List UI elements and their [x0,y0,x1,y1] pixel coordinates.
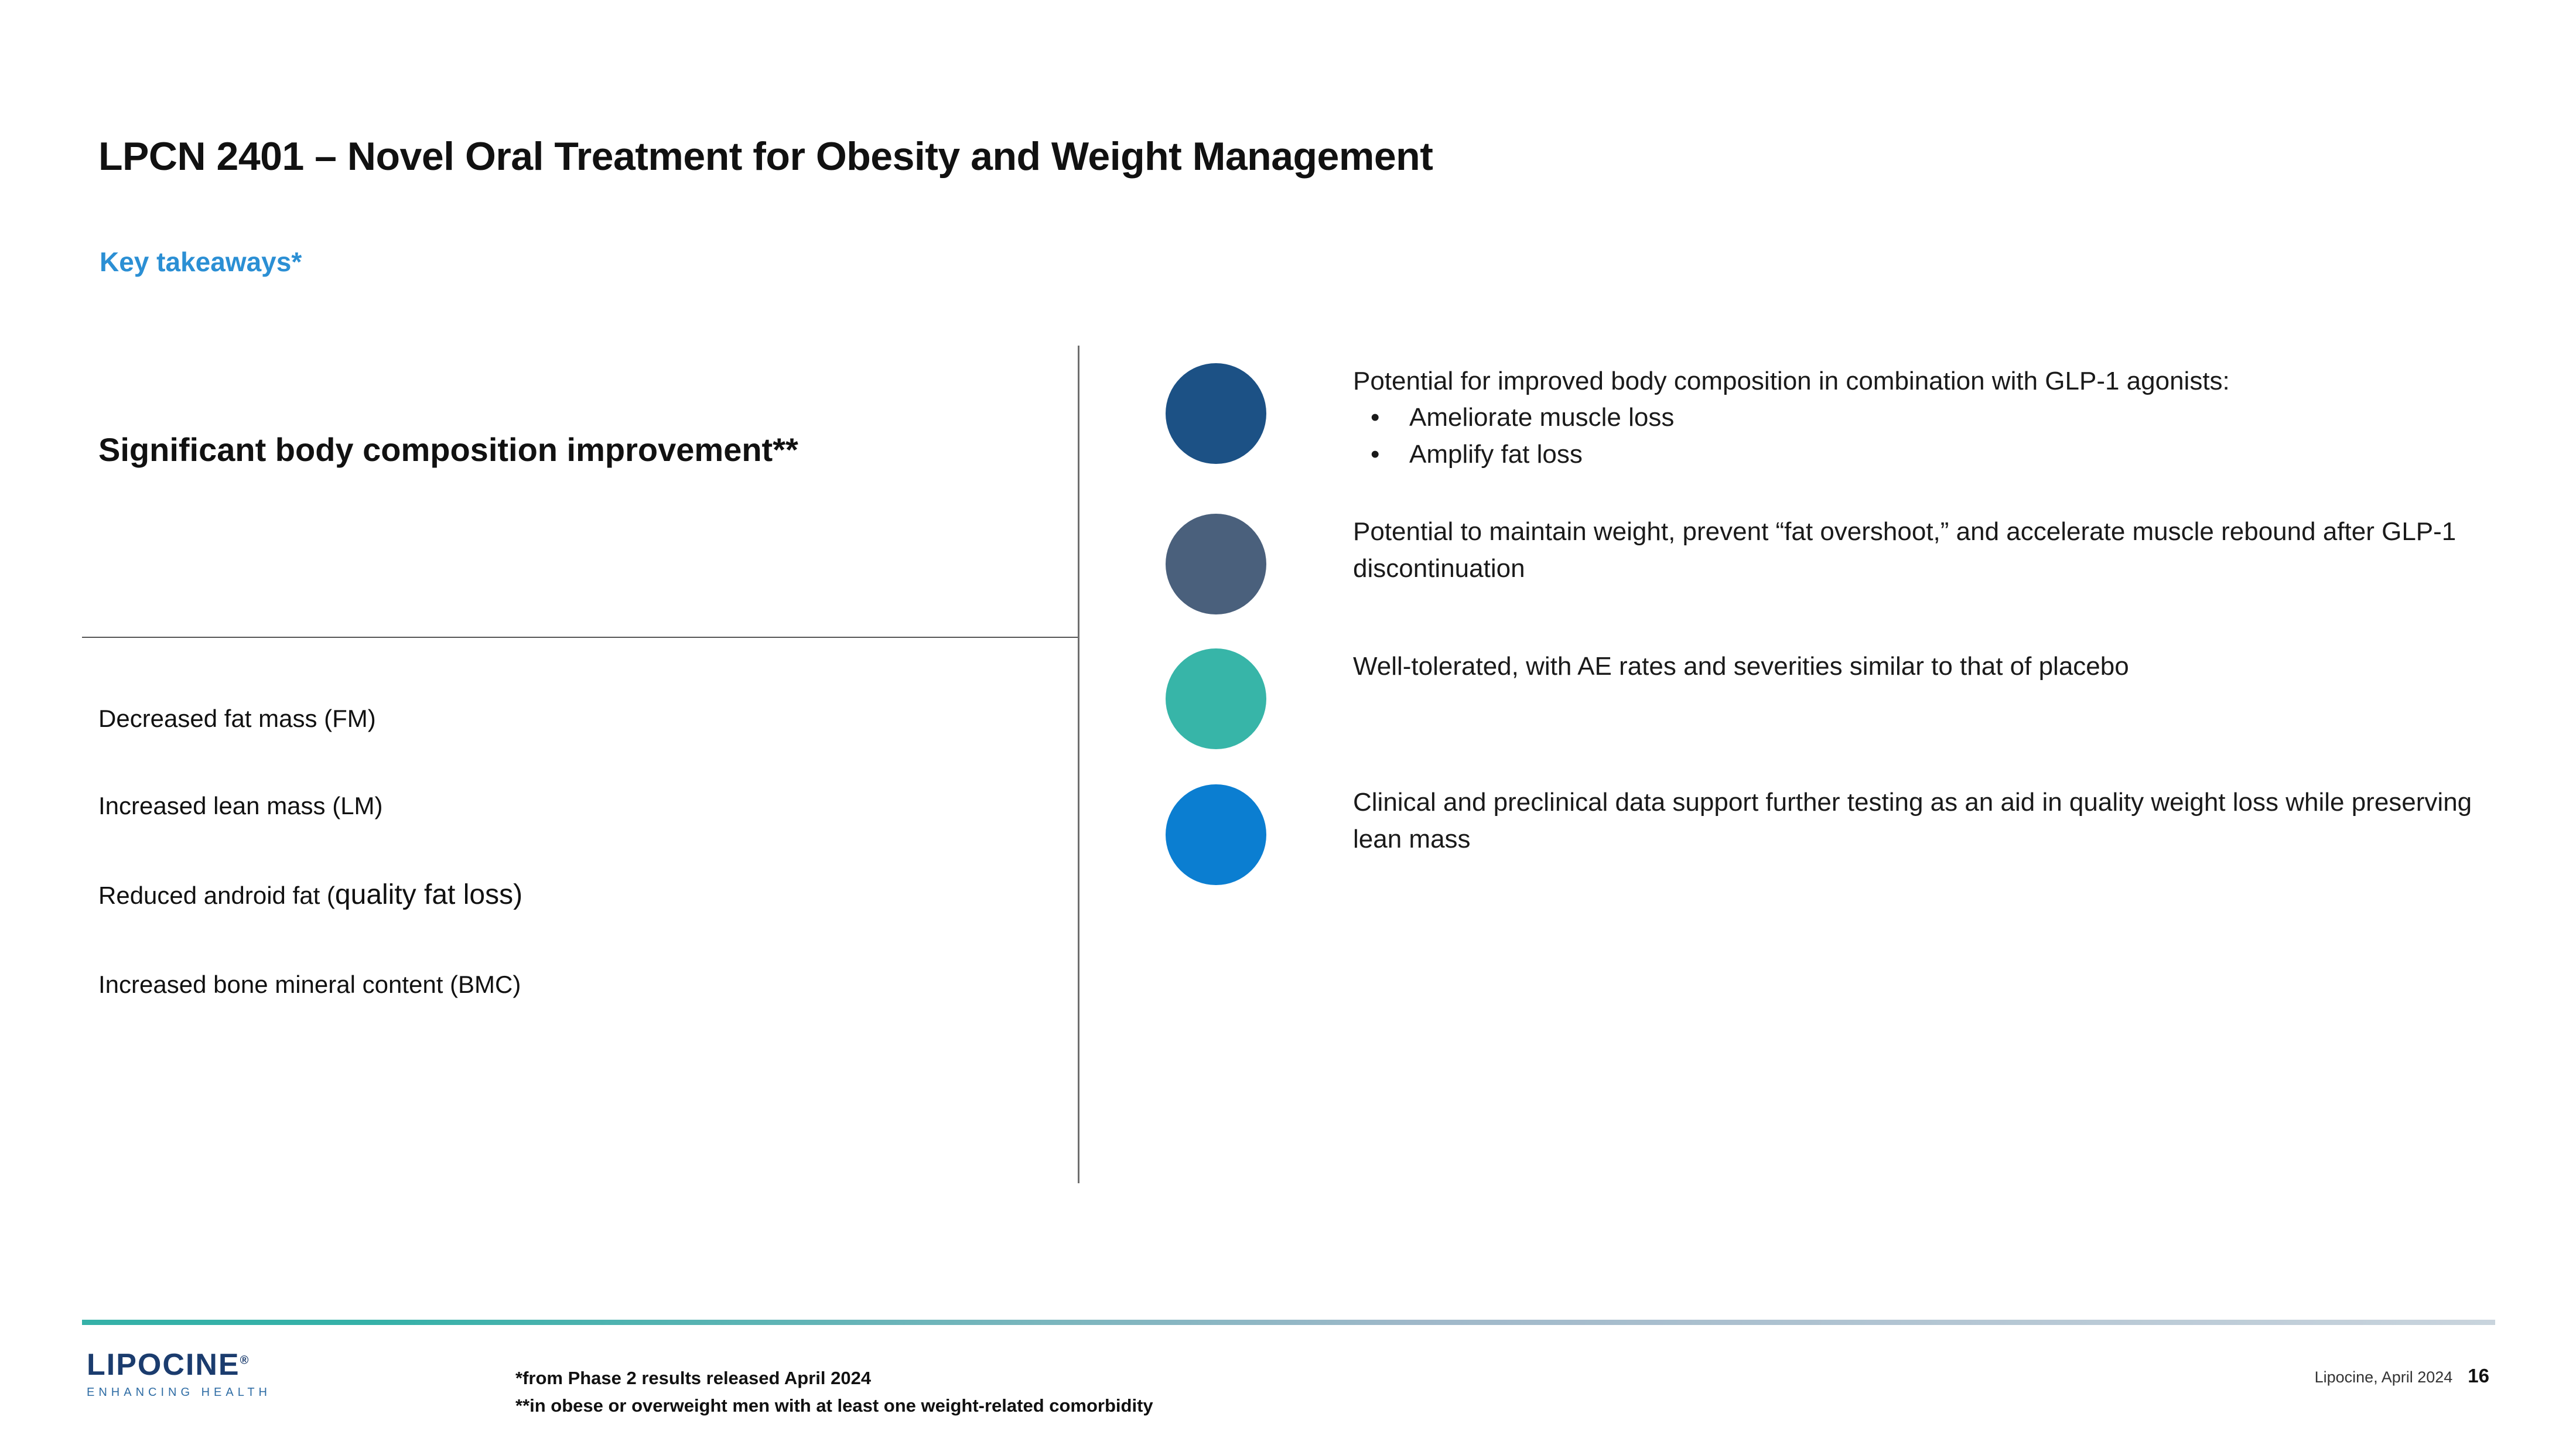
footnote-2: **in obese or overweight men with at least one weight-related comorbidity [515,1395,1153,1416]
takeaway-text: Potential for improved body composition in combination with GLP-1 agonists: [1353,367,2230,395]
takeaway-item [1166,784,2524,885]
list-item [98,790,1082,822]
footer-source: Lipocine, April 2024 [2314,1368,2453,1386]
takeaway-text: Potential to maintain weight, prevent “fat overshoot,” and accelerate muscle rebound after GLP-1 discontinuation [1353,517,2457,583]
right-column [1166,363,2524,885]
left-column [98,428,1071,472]
list-item-label: Increased bone mineral content (BMC) [98,970,521,998]
takeaway-text: Well-tolerated, with AE rates and severities similar to that of placebo [1353,652,2129,681]
page-number: 16 [2468,1365,2489,1386]
bullet-dot-icon [1166,363,1266,464]
bullet-dot-icon [1166,648,1266,749]
logo-registered-mark: ® [240,1354,250,1367]
takeaway-sub-list [1353,399,2513,473]
takeaway-sub-item: • Amplify fat loss [1353,436,2513,473]
list-item-label-emphasis: quality fat loss) [334,879,523,911]
bullet-dot-icon [1166,784,1266,885]
footer-rule [82,1320,2495,1325]
horizontal-divider [82,637,1078,638]
bullet-dot-icon [1166,514,1266,614]
takeaway-item [1166,648,2524,749]
left-column-list [98,703,1082,1056]
left-column-heading: Significant body composition improvement** [98,431,798,468]
list-item [98,703,1082,735]
vertical-divider [1078,346,1079,1183]
footnotes [515,1365,1153,1419]
list-item-label-lead: Reduced android fat ( [98,882,335,910]
footer-meta [2315,1365,2489,1387]
takeaway-text: Clinical and preclinical data support further testing as an aid in quality weight loss while preserving lean mass [1353,788,2472,853]
logo-tagline: ENHANCING HEALTH [87,1386,271,1399]
logo-word-text: LIPOCINE [87,1348,240,1382]
company-logo [87,1347,339,1399]
list-item-label: Decreased fat mass (FM) [98,705,376,732]
list-item [98,877,1082,913]
list-item [98,969,1082,1001]
takeaway-text-block [1353,363,2513,473]
takeaway-item [1166,363,2524,473]
list-item-label: Increased lean mass (LM) [98,791,383,819]
page-subtitle: Key takeaways* [100,247,302,277]
logo-wordmark [87,1347,339,1382]
page-title: LPCN 2401 – Novel Oral Treatment for Obesity and Weight Management [98,134,1433,179]
footnote-1: *from Phase 2 results released April 2024 [515,1368,872,1388]
takeaway-item [1166,514,2524,614]
takeaway-sub-item: • Ameliorate muscle loss [1353,399,2513,436]
